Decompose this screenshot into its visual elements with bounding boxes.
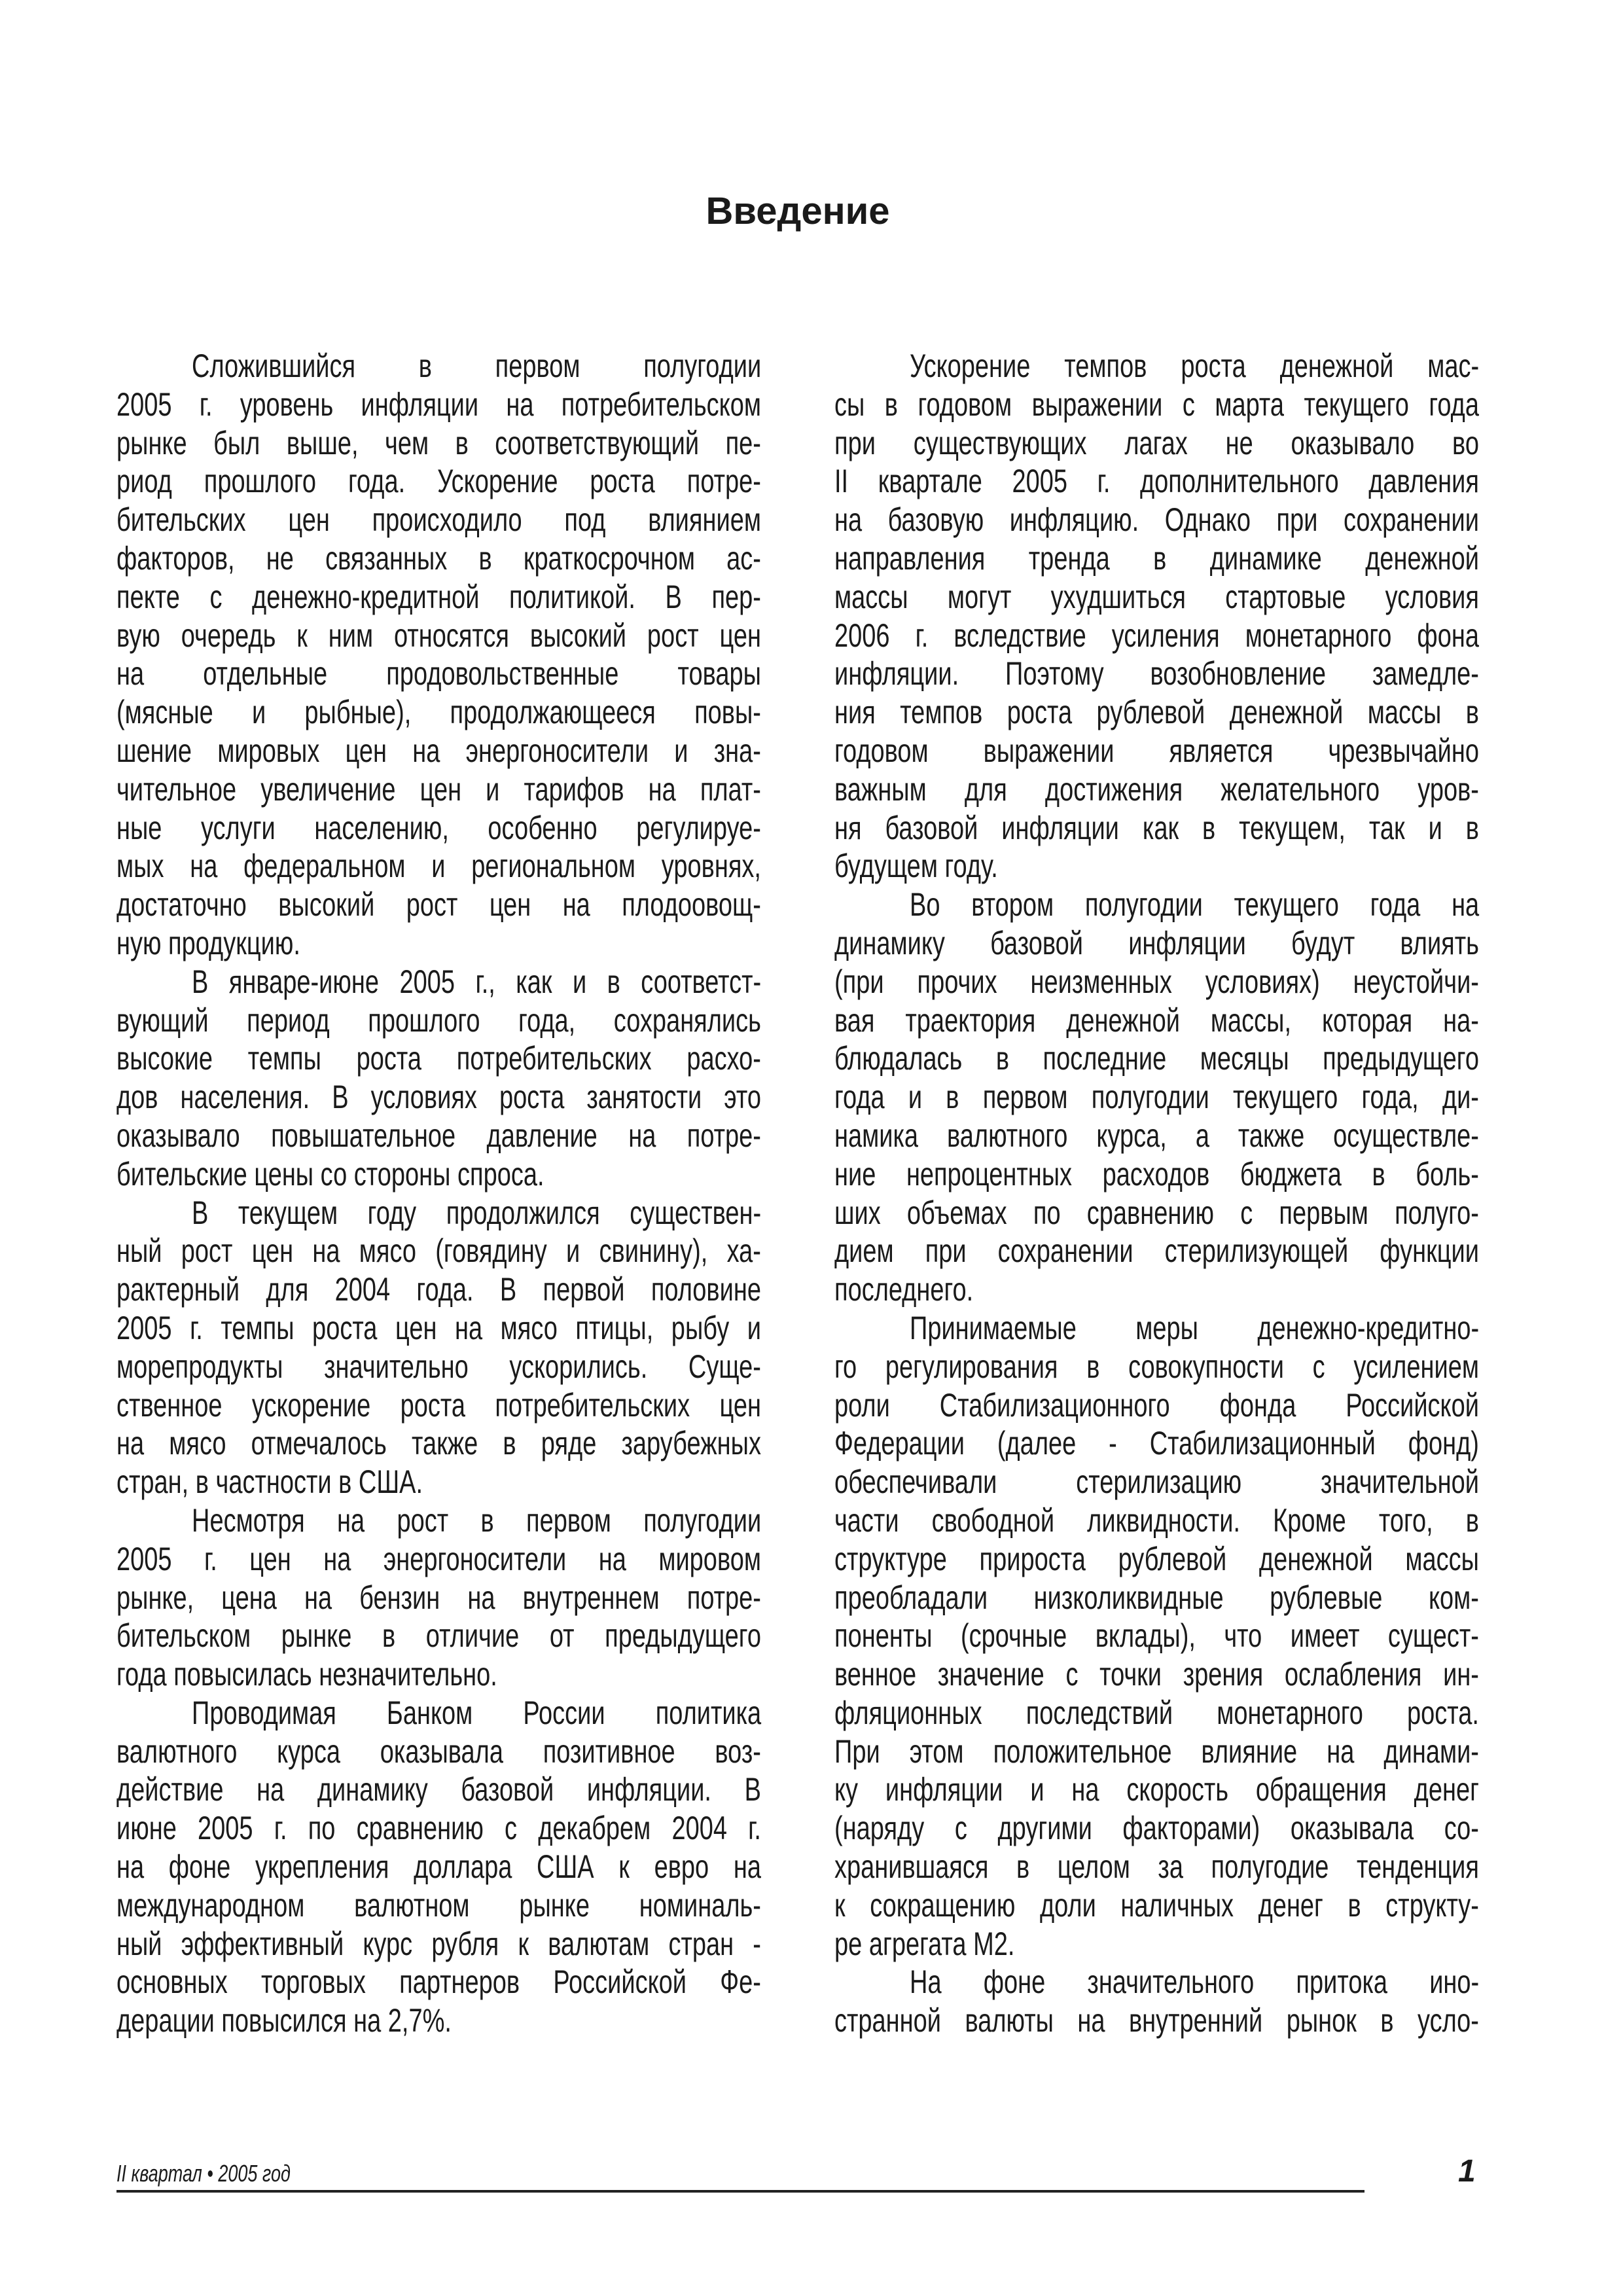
text-line-content: на фоне укрепления доллара США к евро на [116, 1848, 761, 1886]
text-line [116, 2001, 761, 2040]
text-line-content: структуре прироста рублевой денежной массы [834, 1540, 1479, 1577]
text-line-content: дерации повысился на 2,7%. [116, 2002, 452, 2039]
text-line [834, 1925, 1479, 1964]
text-line-content: Во втором полугодии текущего года на [910, 886, 1480, 924]
text-line [116, 617, 761, 655]
text-line-content: На фоне значительного притока ино- [910, 1964, 1480, 2001]
text-line-content: (при прочих неизменных условиях) неустойчи- [834, 963, 1479, 1000]
text-line-content: рынке был выше, чем в соответствующий пе- [116, 424, 761, 461]
text-line-content: ный рост цен на мясо (говядину и свинину), ха- [116, 1232, 761, 1270]
text-line [116, 1194, 761, 1232]
text-line-content: хранившаяся в целом за полугодие тенденция [834, 1848, 1479, 1886]
text-line-content: рактерный для 2004 года. В первой половине [116, 1271, 761, 1308]
text-line [116, 693, 761, 732]
text-line-content: направления тренда в динамике денежной [834, 539, 1479, 577]
text-line-content: международном валютном рынке номиналь- [116, 1886, 761, 1924]
text-line [116, 732, 761, 770]
page-title: Введение [705, 190, 890, 232]
text-line-content: дием при сохранении стерилизующей функции [834, 1232, 1479, 1270]
text-line [116, 1540, 761, 1579]
text-line-content: В текущем году продолжился существен- [192, 1194, 762, 1231]
text-line-content: Ускорение темпов роста денежной мас- [910, 348, 1480, 384]
text-line [834, 578, 1479, 617]
text-line-content: действие на динамику базовой инфляции. В [116, 1771, 761, 1808]
text-line-content: ня базовой инфляции как в текущем, так и в [834, 809, 1479, 846]
paragraph [834, 1309, 1479, 1964]
text-line-content: Федерации (далее - Стабилизационный фонд) [834, 1425, 1479, 1462]
text-line [116, 770, 761, 809]
text-line [834, 1655, 1479, 1694]
text-line-content: пекте с денежно-кредитной политикой. В пер- [116, 578, 761, 615]
text-line-content: II квартале 2005 г. дополнительного давления [834, 463, 1479, 500]
text-line-content: фляционных последствий монетарного роста. [834, 1694, 1479, 1731]
text-line [116, 1270, 761, 1309]
text-line [834, 1732, 1479, 1771]
text-line [116, 1386, 761, 1425]
text-line-content: к сокращению доли наличных денег в структу- [834, 1886, 1479, 1924]
text-line [834, 1501, 1479, 1540]
text-line-content: преобладали низколиквидные рублевые ком- [834, 1579, 1479, 1616]
text-line [834, 539, 1479, 578]
text-line-content: ния темпов роста рублевой денежной массы в [834, 694, 1479, 731]
text-line [834, 1424, 1479, 1463]
text-line [116, 1579, 761, 1617]
text-line-content: роли Стабилизационного фонда Российской [834, 1386, 1479, 1424]
text-line [834, 1194, 1479, 1232]
text-line [834, 347, 1479, 386]
text-line [116, 1732, 761, 1771]
text-line-content: при существующих лагах не оказывало во [834, 424, 1479, 461]
text-line [116, 1655, 761, 1694]
text-line-content: последнего. [834, 1271, 974, 1308]
text-line-content: факторов, не связанных в краткосрочном ас- [116, 539, 761, 577]
page-number: 1 [1458, 2154, 1476, 2189]
text-line [116, 1348, 761, 1386]
text-line [834, 924, 1479, 963]
text-line-content: 2005 г. уровень инфляции на потребительском [116, 386, 761, 423]
text-line [834, 1540, 1479, 1579]
text-line [834, 1848, 1479, 1886]
text-line [834, 809, 1479, 848]
text-line-content: вующий период прошлого года, сохранялись [116, 1001, 761, 1039]
text-line [834, 1963, 1479, 2001]
text-line-content: ный эффективный курс рубля к валютам стран - [116, 1925, 761, 1962]
text-line [834, 1232, 1479, 1270]
text-line-content: основных торговых партнеров Российской Фе- [116, 1964, 761, 2001]
text-line [116, 1617, 761, 1655]
text-line-content: дов населения. В условиях роста занятости это [116, 1079, 761, 1116]
text-line [116, 347, 761, 386]
text-line-content: го регулирования в совокупности с усилением [834, 1348, 1479, 1385]
paragraph [116, 347, 761, 963]
text-line [834, 501, 1479, 539]
text-line [116, 462, 761, 501]
text-line [116, 1039, 761, 1078]
text-line-content: При этом положительное влияние на динами- [834, 1732, 1479, 1770]
text-line-content: Проводимая Банком России политика [192, 1694, 762, 1731]
text-line-content: чительное увеличение цен и тарифов на плат- [116, 770, 761, 808]
text-line [116, 1925, 761, 1964]
text-line [116, 1694, 761, 1732]
text-line [834, 462, 1479, 501]
text-line [116, 1001, 761, 1040]
text-line-content: ные услуги населению, особенно регулируе- [116, 809, 761, 846]
text-line [116, 924, 761, 963]
text-column-left [116, 347, 761, 2040]
text-line-content: венное значение с точки зрения ослабления ин- [834, 1656, 1479, 1693]
text-line-content: части свободной ликвидности. Кроме того, в [834, 1501, 1479, 1539]
text-line-content: В январе-июне 2005 г., как и в соответст- [192, 963, 762, 1000]
text-line-content: вая траектория денежной массы, которая на- [834, 1001, 1479, 1039]
text-line-content: года повысилась незначительно. [116, 1656, 497, 1693]
text-line [834, 1617, 1479, 1655]
text-line-content: инфляции. Поэтому возобновление замедле- [834, 655, 1479, 692]
paragraph [116, 963, 761, 1194]
text-line [834, 1694, 1479, 1732]
text-line-content: годовом выражении является чрезвычайно [834, 732, 1479, 769]
text-line [116, 1463, 761, 1501]
text-line [116, 847, 761, 886]
text-line-content: мых на федеральном и региональном уровнях, [116, 848, 761, 885]
text-line [116, 1424, 761, 1463]
text-line [116, 539, 761, 578]
text-line-content: ку инфляции и на скорость обращения денег [834, 1771, 1479, 1808]
text-line-content: валютного курса оказывала позитивное воз- [116, 1732, 761, 1770]
text-line [834, 1809, 1479, 1848]
text-line-content: стран, в частности в США. [116, 1463, 423, 1501]
text-line-content: 2005 г. цен на энергоносители на мировом [116, 1540, 761, 1577]
text-line [834, 886, 1479, 924]
text-line-content: (мясные и рыбные), продолжающееся повы- [116, 694, 761, 731]
text-line-content: высокие темпы роста потребительских расхо- [116, 1040, 761, 1077]
text-line-content: странной валюты на внутренний рынок в усло- [834, 2002, 1479, 2039]
paragraph [116, 1194, 761, 1501]
text-line-content: Несмотря на рост в первом полугодии [192, 1501, 762, 1539]
text-line-content: бительских цен происходило под влиянием [116, 501, 761, 539]
text-line [834, 2001, 1479, 2040]
text-line [834, 847, 1479, 886]
text-line-content: ственное ускорение роста потребительских цен [116, 1386, 761, 1424]
text-line [834, 1078, 1479, 1117]
text-line [116, 1809, 761, 1848]
footer-issue: II квартал • 2005 год [116, 2160, 291, 2187]
text-line [834, 424, 1479, 463]
text-line [116, 1501, 761, 1540]
text-line-content: риод прошлого года. Ускорение роста потре- [116, 463, 761, 500]
text-line-content: блюдалась в последние месяцы предыдущего [834, 1040, 1479, 1077]
text-line [834, 1039, 1479, 1078]
text-line [834, 1579, 1479, 1617]
text-line-content: оказывало повышательное давление на потре- [116, 1117, 761, 1154]
text-line [834, 1155, 1479, 1194]
text-line-content: обеспечивали стерилизацию значительной [834, 1463, 1479, 1501]
paragraph [116, 1694, 761, 2040]
text-line [116, 1309, 761, 1348]
text-line-content: 2005 г. темпы роста цен на мясо птицы, рыбу и [116, 1309, 761, 1346]
paragraph [834, 1963, 1479, 2040]
text-column-right [834, 347, 1479, 2040]
text-line-content: на отдельные продовольственные товары [116, 655, 761, 692]
text-line [834, 617, 1479, 655]
text-line-content: рынке, цена на бензин на внутреннем потре- [116, 1579, 761, 1616]
text-line [834, 1386, 1479, 1425]
text-line [834, 1770, 1479, 1809]
text-line [834, 1309, 1479, 1348]
text-line-content: ших объемах по сравнению с первым полуго- [834, 1194, 1479, 1231]
text-line-content: морепродукты значительно ускорились. Суще- [116, 1348, 761, 1385]
text-line [116, 424, 761, 463]
text-line [116, 1078, 761, 1117]
text-line [116, 1886, 761, 1925]
text-line [116, 1117, 761, 1155]
text-line-content: вую очередь к ним относятся высокий рост цен [116, 617, 761, 654]
text-line-content: Принимаемые меры денежно-кредитно- [910, 1309, 1480, 1346]
text-line [116, 1770, 761, 1809]
text-line-content: сы в годовом выражении с марта текущего года [834, 386, 1479, 423]
text-line [834, 770, 1479, 809]
text-line [834, 1001, 1479, 1040]
text-line [834, 1463, 1479, 1501]
text-line-content: июне 2005 г. по сравнению с декабрем 2004 г. [116, 1810, 761, 1847]
text-line-content: (наряду с другими факторами) оказывала со- [834, 1810, 1479, 1847]
footer-divider [116, 2190, 1364, 2193]
text-line [834, 1270, 1479, 1309]
text-line [116, 1155, 761, 1194]
text-line-content: на мясо отмечалось также в ряде зарубежных [116, 1425, 761, 1462]
text-line [834, 963, 1479, 1001]
text-line-content: бительские цены со стороны спроса. [116, 1155, 544, 1193]
text-line [116, 1232, 761, 1270]
text-line-content: Сложившийся в первом полугодии [192, 348, 762, 384]
text-line-content: бительском рынке в отличие от предыдущего [116, 1617, 761, 1655]
text-line [834, 1117, 1479, 1155]
text-line-content: массы могут ухудшиться стартовые условия [834, 578, 1479, 615]
text-line [834, 655, 1479, 693]
paragraph [834, 886, 1479, 1309]
text-line [834, 386, 1479, 424]
text-line-content: поненты (срочные вклады), что имеет сущест- [834, 1617, 1479, 1655]
text-line [116, 1963, 761, 2001]
text-line-content: достаточно высокий рост цен на плодоовощ- [116, 886, 761, 924]
text-line [834, 693, 1479, 732]
text-line-content: ре агрегата М2. [834, 1925, 1015, 1962]
text-line-content: будущем году. [834, 848, 998, 885]
text-line [834, 1886, 1479, 1925]
text-line-content: на базовую инфляцию. Однако при сохранении [834, 501, 1479, 539]
text-line [116, 578, 761, 617]
text-line-content: динамику базовой инфляции будут влиять [834, 924, 1479, 961]
text-line [834, 1348, 1479, 1386]
text-line-content: шение мировых цен на энергоносители и зна- [116, 732, 761, 769]
text-line-content: важным для достижения желательного уров- [834, 770, 1479, 808]
text-line-content: ние непроцентных расходов бюджета в боль- [834, 1155, 1479, 1193]
text-line-content: 2006 г. вследствие усиления монетарного фона [834, 617, 1479, 654]
paragraph [834, 347, 1479, 886]
text-line [116, 1848, 761, 1886]
text-line [116, 809, 761, 848]
text-line [116, 501, 761, 539]
text-line [116, 886, 761, 924]
text-line [116, 386, 761, 424]
text-line [116, 655, 761, 693]
text-line-content: намика валютного курса, а также осуществле- [834, 1117, 1479, 1154]
text-line [834, 732, 1479, 770]
text-line-content: ную продукцию. [116, 924, 300, 961]
paragraph [116, 1501, 761, 1694]
text-line-content: года и в первом полугодии текущего года, ди- [834, 1079, 1479, 1116]
text-line [116, 963, 761, 1001]
